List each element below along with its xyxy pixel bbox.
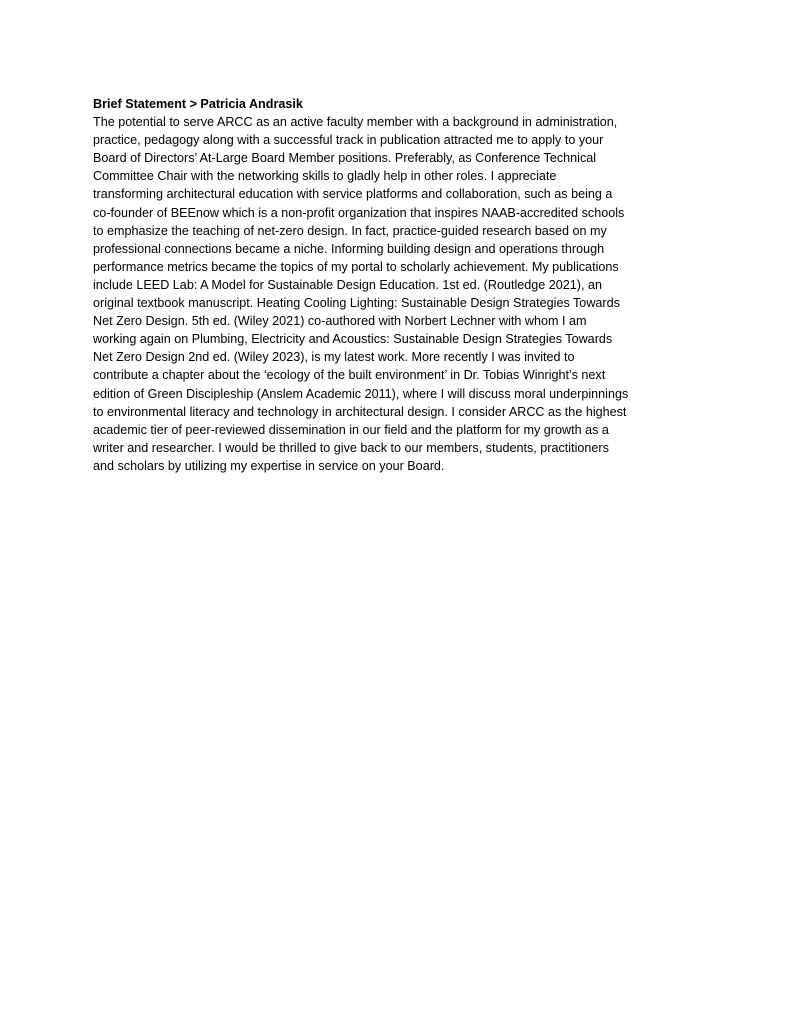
statement-line: writer and researcher. I would be thrilled to give back to our members, students, practitioners — [93, 440, 609, 455]
statement-line: edition of Green Discipleship (Anslem Academic 2011), where I will discuss moral underpinnings — [93, 386, 629, 401]
statement-line: include LEED Lab: A Model for Sustainable Design Education. 1st ed. (Routledge 2021), an — [93, 277, 602, 292]
statement-line: co-founder of BEEnow which is a non-profit organization that inspires NAAB-accredited schools — [93, 205, 625, 220]
statement-line: practice, pedagogy along with a successful track in publication attracted me to apply to your — [93, 133, 604, 148]
statement-body — [93, 113, 705, 475]
statement-line: working again on Plumbing, Electricity and Acoustics: Sustainable Design Strategies Towards — [93, 332, 613, 347]
statement-line: Net Zero Design. 5th ed. (Wiley 2021) co-authored with Norbert Lechner with whom I am — [93, 314, 587, 329]
statement-line: transforming architectural education with service platforms and collaboration, such as being a — [93, 187, 613, 202]
statement-line: original textbook manuscript. Heating Cooling Lighting: Sustainable Design Strategies Towards — [93, 296, 620, 311]
statement-line: Net Zero Design 2nd ed. (Wiley 2023), is my latest work. More recently I was invited to — [93, 350, 575, 365]
statement-line: and scholars by utilizing my expertise in service on your Board. — [93, 458, 445, 473]
statement-line: professional connections became a niche. Informing building design and operations through — [93, 241, 605, 256]
statement-line: to environmental literacy and technology in architectural design. I consider ARCC as the highest — [93, 404, 627, 419]
statement-line: to emphasize the teaching of net-zero design. In fact, practice-guided research based on my — [93, 223, 607, 238]
statement-heading: Brief Statement > Patricia Andrasik — [93, 97, 303, 111]
statement-line: Board of Directors’ At-Large Board Member positions. Preferably, as Conference Technical — [93, 151, 597, 166]
statement-line: contribute a chapter about the ‘ecology of the built environment’ in Dr. Tobias Winright’s next — [93, 368, 606, 383]
statement-line: academic tier of peer-reviewed dissemination in our field and the platform for my growth as a — [93, 422, 609, 437]
statement-line: performance metrics became the topics of my portal to scholarly achievement. My publications — [93, 259, 619, 274]
statement-line: Committee Chair with the networking skills to gladly help in other roles. I appreciate — [93, 169, 557, 184]
statement-section — [93, 95, 705, 475]
statement-line: The potential to serve ARCC as an active faculty member with a background in administration, — [93, 115, 618, 130]
